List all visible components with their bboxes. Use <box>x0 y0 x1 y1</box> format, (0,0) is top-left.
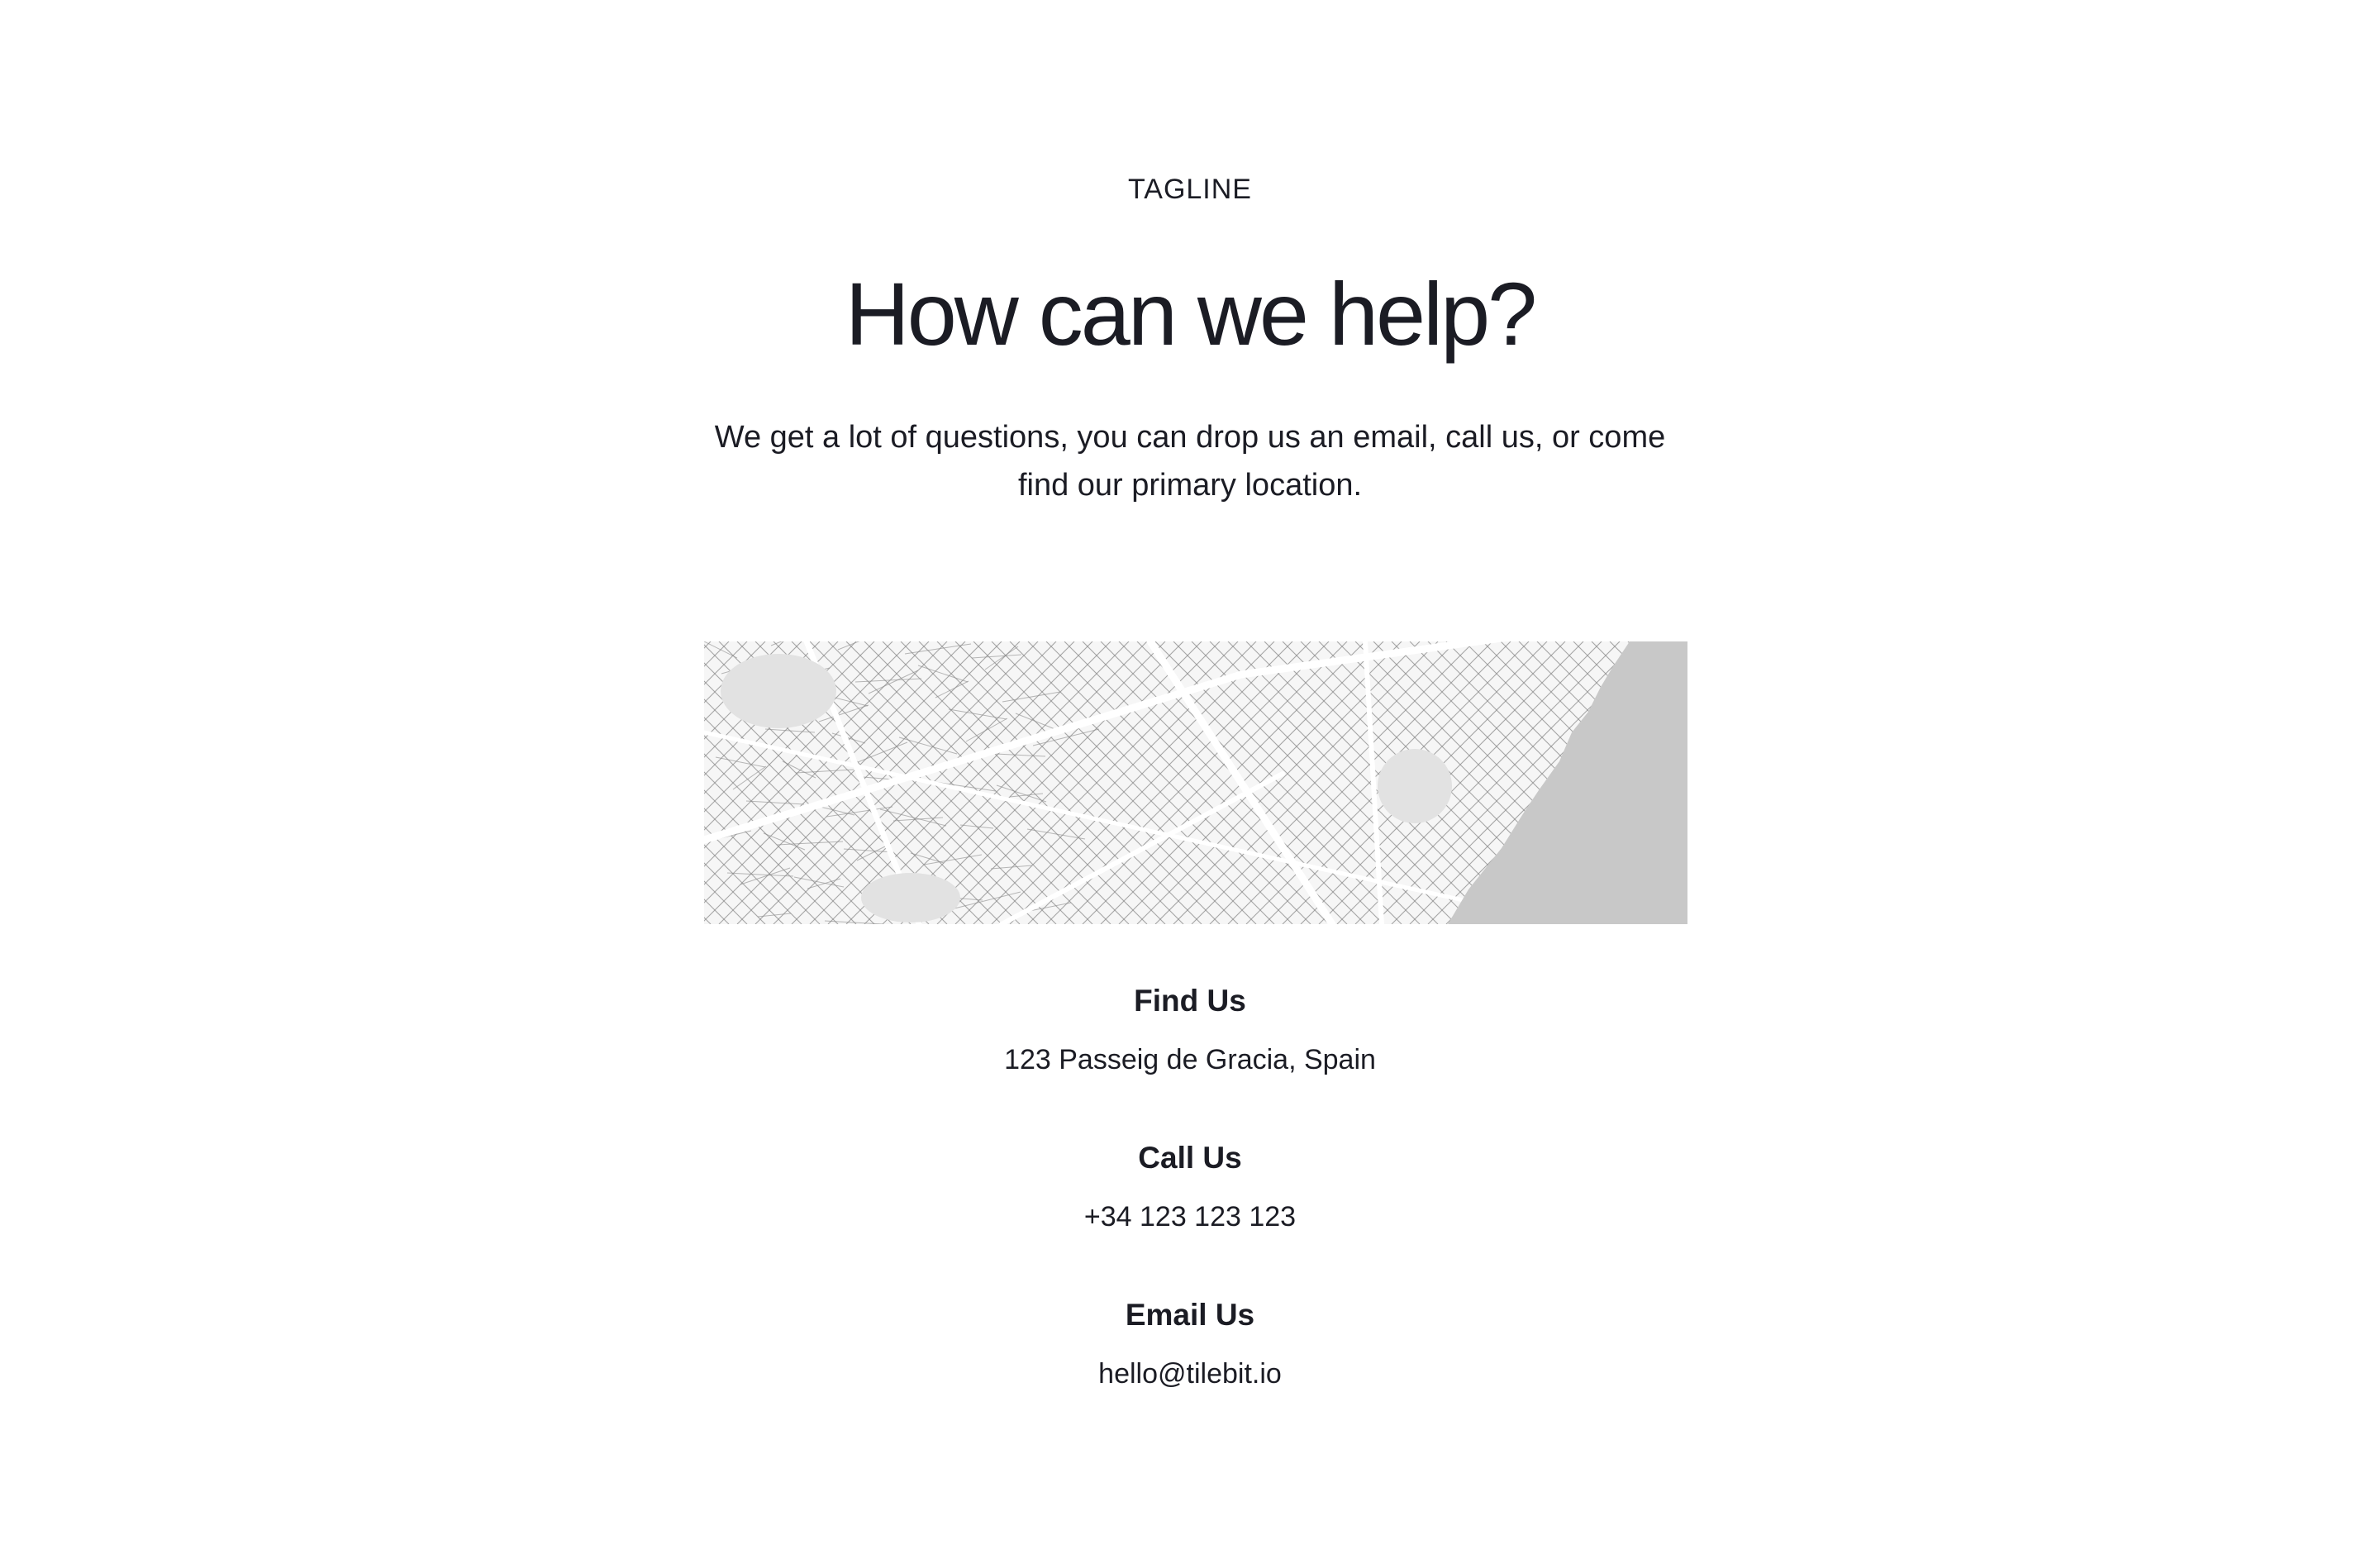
call-us-heading: Call Us <box>1138 1141 1242 1175</box>
tagline: TAGLINE <box>1128 174 1252 205</box>
address-text: 123 Passeig de Gracia, Spain <box>1004 1044 1376 1075</box>
location-map[interactable] <box>704 641 1687 924</box>
page-title: How can we help? <box>845 264 1535 364</box>
phone-link[interactable]: +34 123 123 123 <box>1083 1201 1297 1232</box>
find-us-heading: Find Us <box>1134 984 1246 1018</box>
map-image <box>704 641 1687 924</box>
page-subtitle: We get a lot of questions, you can drop us an email, call us, or come find our primary location. <box>714 420 1666 503</box>
email-link[interactable]: hello@tilebit.io <box>1098 1358 1282 1390</box>
email-us-heading: Email Us <box>1125 1298 1255 1332</box>
